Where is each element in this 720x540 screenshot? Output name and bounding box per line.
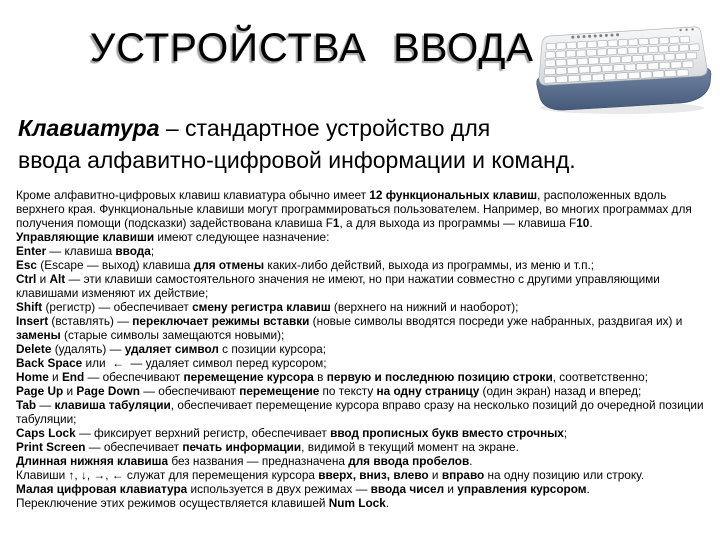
keyboard-photo-svg	[534, 20, 714, 116]
body-paragraph: Print Screen — обеспечивает печать информации, видимой в текущий момент на экране.	[16, 440, 519, 454]
body-text	[16, 188, 716, 510]
page-title: УСТРОЙСТВА ВВОДА	[89, 26, 535, 70]
body-paragraph: Shift (регистр) — обеспечивает смену регистра клавиш (верхнего на нижний и наоборот);	[16, 300, 519, 314]
body-paragraph: Tab — клавиша табуляции, обеспечивает перемещение курсора вправо сразу на несколько позиций до очередной позиции табуляции;	[16, 398, 704, 426]
body-paragraph: Esc (Escape — выход) клавиша для отмены каких-либо действий, выхода из программы, из меню и т.п.;	[16, 258, 595, 272]
subtitle-line2: ввода алфавитно-цифровой информации и команд.	[18, 147, 576, 173]
body-paragraph: Длинная нижняя клавиша без названия — предназначена для ввода пробелов.	[16, 454, 473, 468]
body-paragraph: Малая цифровая клавиатура используется в двух режимах — ввода чисел и управления курсором.	[16, 482, 590, 496]
subtitle-line1-rest: – стандартное устройство для	[159, 115, 491, 141]
body-paragraph: Page Up и Page Down — обеспечивают перемещение по тексту на одну страницу (один экран) назад и вперед;	[16, 384, 642, 398]
body-paragraph: Insert (вставлять) — переключает режимы вставки (новые символы вводятся посреди уже набранных, раздвигая их) и замены (старые символы замещаются новыми);	[16, 314, 683, 342]
body-paragraph: Enter — клавиша ввода;	[16, 244, 155, 258]
subtitle-term: Клавиатура	[18, 115, 160, 141]
body-paragraph: Home и End — обеспечивают перемещение курсора в первую и последнюю позицию строки, соответственно;	[16, 370, 649, 384]
body-paragraph: Back Space или ← — удаляет символ перед курсором;	[16, 356, 327, 370]
body-paragraph: Delete (удалять) — удаляет символ с позиции курсора;	[16, 342, 326, 356]
body-paragraph: Ctrl и Alt — эти клавиши самостоятельного значения не имеют, но при нажатии совместно с другими управляющими клавишами изменяют их действие;	[16, 272, 660, 300]
body-paragraph: Клавиши ↑, ↓, →, ← служат для перемещения курсора вверх, вниз, влево и вправо на одну позицию или строку.	[16, 468, 645, 482]
keyboard-image	[534, 20, 714, 116]
body-paragraph: Переключение этих режимов осуществляется клавишей Num Lock.	[16, 496, 390, 510]
subtitle	[18, 112, 698, 176]
body-paragraph: Кроме алфавитно-цифровых клавиш клавиатура обычно имеет 12 функциональных клавиш, расположенных вдоль верхнего края. Функциональные клавиши могут программироваться пользователем. Например, во многих программах для получения помощи (подсказки) задействована клавиша F1, а для выхода из программы — клавиша F10.	[16, 188, 692, 230]
body-paragraph: Управляющие клавиши имеют следующее назначение:	[16, 230, 330, 244]
body-paragraph: Caps Lock — фиксирует верхний регистр, обеспечивает ввод прописных букв вместо строчных;	[16, 426, 568, 440]
